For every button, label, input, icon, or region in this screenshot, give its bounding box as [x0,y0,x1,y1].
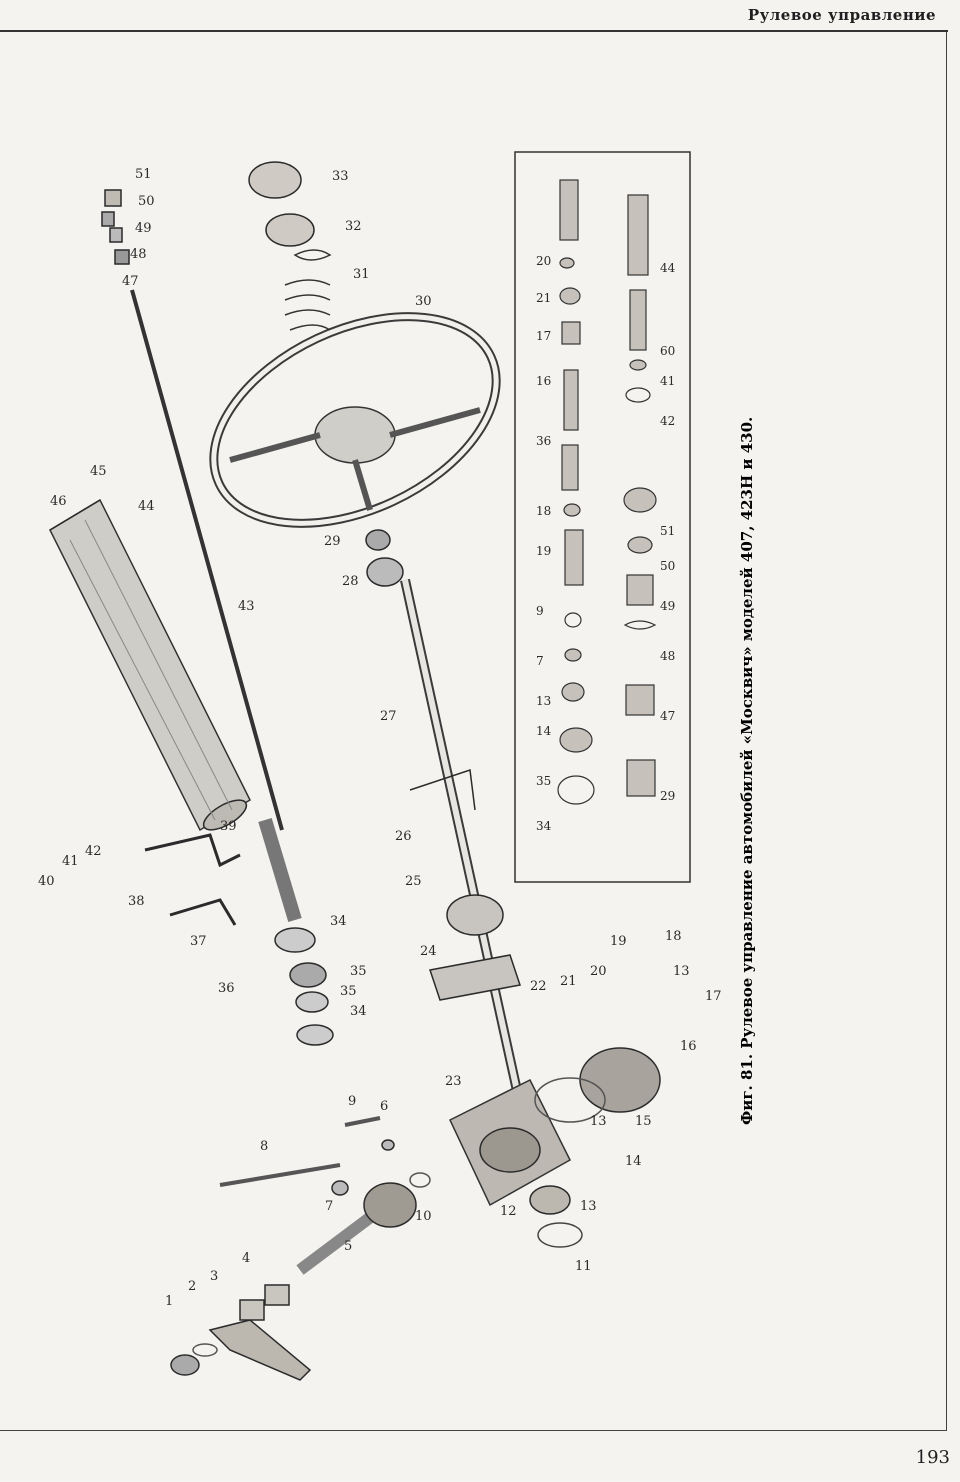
part-label-44: 44 [138,499,155,514]
bushing-lower [265,1285,289,1305]
fasteners-inset [515,152,690,882]
roller-bearing [290,963,326,987]
inset-label-36: 36 [536,434,552,448]
bearing-race [275,928,315,952]
inset-sleeve-49 [627,575,653,605]
inset-washer-42 [626,388,650,402]
lower-bracket [170,900,235,925]
part-label-28: 28 [342,574,359,589]
lock-washer [193,1344,217,1356]
part-label-16: 16 [680,1039,697,1054]
inset-washer-19 [564,504,580,516]
inset-pin-36 [564,370,578,430]
part-label-13a: 13 [590,1114,607,1129]
part-label-31: 31 [353,267,370,282]
inset-label-51: 51 [660,524,676,538]
part-label-46: 46 [50,494,67,509]
steering-wheel [181,275,529,565]
inset-label-19: 19 [536,544,552,558]
inset-nut-14 [562,683,584,701]
bushing-upper [240,1300,264,1320]
inset-bolt-18 [562,445,578,490]
inset-label-9: 9 [536,604,544,618]
part-label-26: 26 [395,829,412,844]
inset-cap-47 [626,685,654,715]
universal-joint [265,820,295,920]
inset-ring-7 [565,613,581,627]
part-label-41: 41 [62,854,79,869]
sector-shaft [300,1183,416,1270]
part-label-48: 48 [130,247,147,262]
part-label-24: 24 [420,944,437,959]
inset-label-7: 7 [536,654,544,668]
inset-nut-51 [624,488,656,512]
inset-label-13: 13 [536,694,552,708]
spring-cup [266,214,314,246]
inset-label-34: 34 [536,819,552,833]
part-label-3: 3 [210,1269,219,1284]
seal-ring [410,1173,430,1187]
inset-bolt-9 [565,530,583,585]
upper-bracket [410,770,475,810]
part-label-27: 27 [380,709,397,724]
inset-bolt-60 [630,290,646,350]
part-label-35b: 35 [340,984,357,999]
shaft-end-parts [102,190,129,264]
inset-nut-17 [560,288,580,304]
page-header [0,0,960,34]
inset-label-20: 20 [536,254,552,268]
bearing-cage [296,992,328,1012]
column-clamp [447,895,503,935]
part-label-5: 5 [344,1239,353,1254]
inset-bushing-29 [627,760,655,796]
part-label-50: 50 [138,194,155,209]
part-label-45: 45 [90,464,107,479]
part-label-42: 42 [85,844,102,859]
inset-spring-48 [625,621,655,629]
exploded-view-figure [10,40,940,1420]
inset-washer-41 [630,360,646,370]
inset-label-18: 18 [536,504,552,518]
horn-spring [285,250,330,330]
part-label-29: 29 [324,534,341,549]
bolt [345,1118,380,1125]
part-label-49: 49 [135,221,152,236]
inset-bolt-44 [628,195,648,275]
column-tube [50,500,251,836]
part-label-8: 8 [260,1139,269,1154]
part-label-14: 14 [625,1154,642,1169]
part-label-20: 20 [590,964,607,979]
part-label-39: 39 [220,819,237,834]
part-label-1: 1 [165,1294,174,1309]
part-label-18: 18 [665,929,682,944]
gearbox-cover [580,1048,660,1112]
part-label-51: 51 [135,167,152,182]
washer [382,1140,394,1150]
part-label-2: 2 [188,1279,197,1294]
part-label-4: 4 [242,1251,251,1266]
part-label-7: 7 [325,1199,334,1214]
inset-label-60: 60 [660,344,676,358]
part-label-33: 33 [332,169,349,184]
bearing-ring [366,530,390,550]
part-label-30: 30 [415,294,432,309]
horn-cup [249,162,301,198]
part-label-34b: 34 [350,1004,367,1019]
running-head: Рулевое управление [747,6,936,24]
part-label-13b: 13 [580,1199,597,1214]
inset-bearing-35 [560,728,592,752]
inset-label-49: 49 [660,599,676,613]
part-label-15: 15 [635,1114,652,1129]
adjusting-nut [530,1186,570,1214]
part-label-12: 12 [500,1204,517,1219]
inset-label-47: 47 [660,709,676,723]
long-bolt [220,1165,340,1185]
part-label-21: 21 [560,974,577,989]
inset-label-21: 21 [536,291,552,305]
snap-ring [538,1223,582,1247]
part-label-40: 40 [38,874,55,889]
part-label-47: 47 [122,274,139,289]
part-label-32: 32 [345,219,362,234]
part-label-13c: 13 [673,964,690,979]
inset-label-41: 41 [660,374,676,388]
part-label-17: 17 [705,989,722,1004]
figure-caption: Фиг. 81. Рулевое управление автомобилей «Москвич» моделей 407, 423Н и 430. [738,416,756,1125]
inset-washer-13 [565,649,581,661]
inset-bolt-20 [560,180,578,240]
inset-washer-50 [628,537,652,553]
part-label-23: 23 [445,1074,462,1089]
part-label-25: 25 [405,874,422,889]
inset-label-35: 35 [536,774,552,788]
pitman-arm [210,1320,310,1380]
part-label-35a: 35 [350,964,367,979]
column-bracket [430,955,520,1000]
inset-race-34 [558,776,594,804]
part-label-38: 38 [128,894,145,909]
washer-lower [332,1181,348,1195]
inset-label-17: 17 [536,329,552,343]
pitman-nut [171,1355,199,1375]
part-label-43: 43 [238,599,255,614]
inset-washer-21 [560,258,574,268]
inset-label-16: 16 [536,374,552,388]
inset-label-44: 44 [660,261,676,275]
part-label-19: 19 [610,934,627,949]
part-label-9: 9 [348,1094,357,1109]
steering-diagram [10,40,940,1420]
bushing [367,558,403,586]
inset-label-29: 29 [660,789,676,803]
bearing-race-lower [297,1025,333,1045]
inset-label-42: 42 [660,414,676,428]
part-label-6: 6 [380,1099,389,1114]
part-label-11: 11 [575,1259,592,1274]
part-label-34a: 34 [330,914,347,929]
part-label-22: 22 [530,979,547,994]
part-label-10: 10 [415,1209,432,1224]
inset-label-48: 48 [660,649,676,663]
inset-bushing-16 [562,322,580,344]
part-label-37: 37 [190,934,207,949]
inset-label-50: 50 [660,559,676,573]
column-support-bracket [145,835,240,865]
part-label-36: 36 [218,981,235,996]
inset-label-14: 14 [536,724,552,738]
page-number: 193 [915,1447,950,1468]
